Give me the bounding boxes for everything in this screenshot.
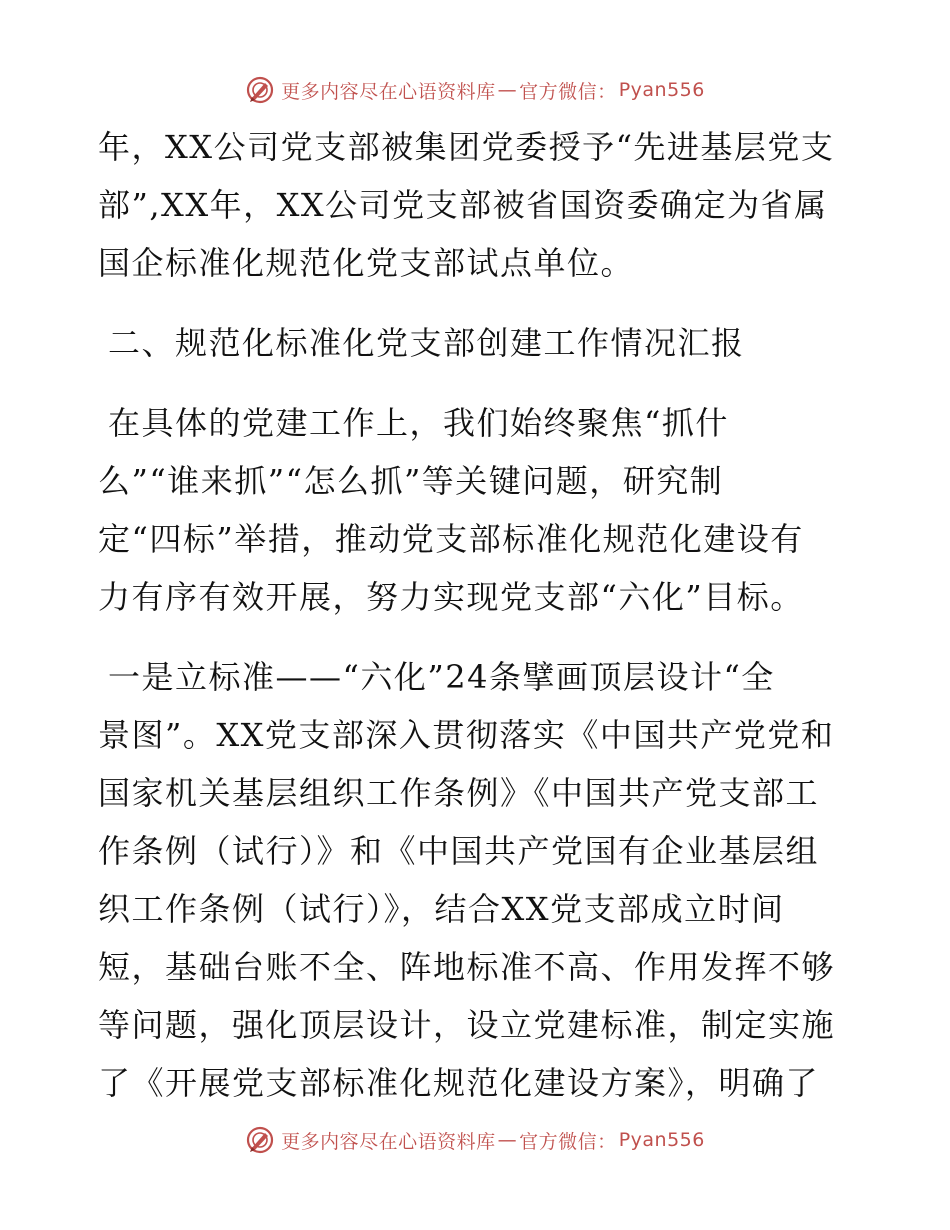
watermark-wechat-id: Pyan556 xyxy=(618,79,705,101)
paragraph-focus xyxy=(98,394,868,626)
text-line: 一是立标准——“六化”24条擘画顶层设计“全 xyxy=(108,658,775,696)
text-line: 了《开展党支部标准化规范化建设方案》，明确了 xyxy=(98,1064,820,1102)
text-line: 织工作条例（试行）》，结合XX党支部成立时间 xyxy=(98,890,785,928)
watermark-main-text: 更多内容尽在心语资料库 xyxy=(281,1130,496,1153)
document-body xyxy=(98,118,868,1112)
section-heading xyxy=(98,314,868,372)
text-line: 等问题，强化顶层设计，设立党建标准，制定实施 xyxy=(98,1006,836,1044)
text-line: 作条例（试行）》和《中国共产党国有企业基层组 xyxy=(98,832,820,870)
text-line: 国企标准化规范化党支部试点单位。 xyxy=(98,244,635,282)
watermark-wechat-id: Pyan556 xyxy=(618,1129,705,1151)
watermark-main-text: 更多内容尽在心语资料库 xyxy=(281,80,496,103)
heading-line: 二、规范化标准化党支部创建工作情况汇报 xyxy=(108,324,745,362)
watermark-dash: — xyxy=(497,1129,518,1151)
pen-circle-logo-icon xyxy=(245,75,275,105)
text-line: 国家机关基层组织工作条例》《中国共产党支部工 xyxy=(98,774,820,812)
text-line: 景图”。XX党支部深入贯彻落实《中国共产党党和 xyxy=(98,716,835,754)
watermark-sub-text: 官方微信： xyxy=(519,80,617,103)
pen-circle-logo-icon xyxy=(245,1125,275,1155)
paragraph-intro xyxy=(98,118,868,292)
text-line: 年，XX公司党支部被集团党委授予“先进基层党支 xyxy=(98,128,835,166)
text-line: 部”,XX年，XX公司党支部被省国资委确定为省属 xyxy=(98,186,828,224)
text-line: 短，基础台账不全、阵地标准不高、作用发挥不够 xyxy=(98,948,836,986)
paragraph-standards xyxy=(98,648,868,1112)
watermark-sub-text: 官方微信： xyxy=(519,1130,617,1153)
text-line: 力有序有效开展，努力实现党支部“六化”目标。 xyxy=(98,578,804,616)
text-line: 么”“谁来抓”“怎么抓”等关键问题，研究制 xyxy=(98,462,724,500)
text-line: 在具体的党建工作上，我们始终聚焦“抓什 xyxy=(108,404,729,442)
header-watermark xyxy=(0,70,950,110)
watermark-dash: — xyxy=(497,79,518,101)
footer-watermark xyxy=(0,1120,950,1160)
text-line: 定“四标”举措，推动党支部标准化规范化建设有 xyxy=(98,520,804,558)
